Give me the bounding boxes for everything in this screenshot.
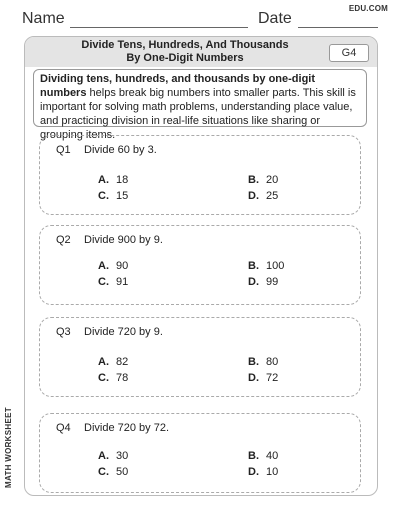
- question-text: Divide 60 by 3.: [84, 144, 157, 156]
- intro-text: helps break big numbers into smaller parts. This skill is important for solving math problems, understanding place value, and practicing division in real-life situations like sharing or grouping items.: [40, 87, 356, 141]
- question-card-4: [39, 413, 361, 493]
- name-line[interactable]: [70, 27, 248, 28]
- option-b[interactable]: B. 20: [248, 174, 279, 186]
- question-card-3: [39, 317, 361, 397]
- intro-bold: Dividing tens, hundreds, and thousands by one-digit numbers: [40, 73, 316, 99]
- title-band: [25, 37, 377, 67]
- option-d[interactable]: D. 25: [248, 190, 279, 202]
- date-label: Date: [258, 10, 292, 27]
- title-line-1: Divide Tens, Hundreds, And Thousands: [81, 39, 289, 51]
- page-header: [0, 0, 400, 36]
- question-text: Divide 720 by 72.: [84, 422, 169, 434]
- option-c[interactable]: C. 50: [98, 466, 129, 478]
- date-line[interactable]: [298, 27, 378, 28]
- option-d[interactable]: D. 72: [248, 372, 279, 384]
- option-c[interactable]: C. 78: [98, 372, 129, 384]
- worksheet: [24, 36, 378, 496]
- name-label: Name: [22, 10, 65, 27]
- option-a[interactable]: A. 90: [98, 260, 129, 272]
- option-c[interactable]: C. 15: [98, 190, 129, 202]
- question-number: Q1: [56, 144, 71, 156]
- worksheet-title: [65, 39, 305, 65]
- option-d[interactable]: D. 99: [248, 276, 279, 288]
- option-b[interactable]: B. 100: [248, 260, 285, 272]
- option-d[interactable]: D. 10: [248, 466, 279, 478]
- question-card-2: [39, 225, 361, 305]
- grade-badge: G4: [329, 44, 369, 62]
- option-a[interactable]: A. 30: [98, 450, 129, 462]
- question-number: Q3: [56, 326, 71, 338]
- option-a[interactable]: A. 18: [98, 174, 129, 186]
- question-text: Divide 720 by 9.: [84, 326, 163, 338]
- question-text: Divide 900 by 9.: [84, 234, 163, 246]
- question-card-1: [39, 135, 361, 215]
- question-number: Q2: [56, 234, 71, 246]
- title-line-2: By One-Digit Numbers: [126, 52, 244, 64]
- option-b[interactable]: B. 80: [248, 356, 279, 368]
- side-label: MATH WORKSHEET: [4, 407, 13, 488]
- option-b[interactable]: B. 40: [248, 450, 279, 462]
- intro-box: [33, 69, 367, 141]
- option-c[interactable]: C. 91: [98, 276, 129, 288]
- option-a[interactable]: A. 82: [98, 356, 129, 368]
- question-number: Q4: [56, 422, 71, 434]
- logo: EDU.COM: [348, 4, 388, 13]
